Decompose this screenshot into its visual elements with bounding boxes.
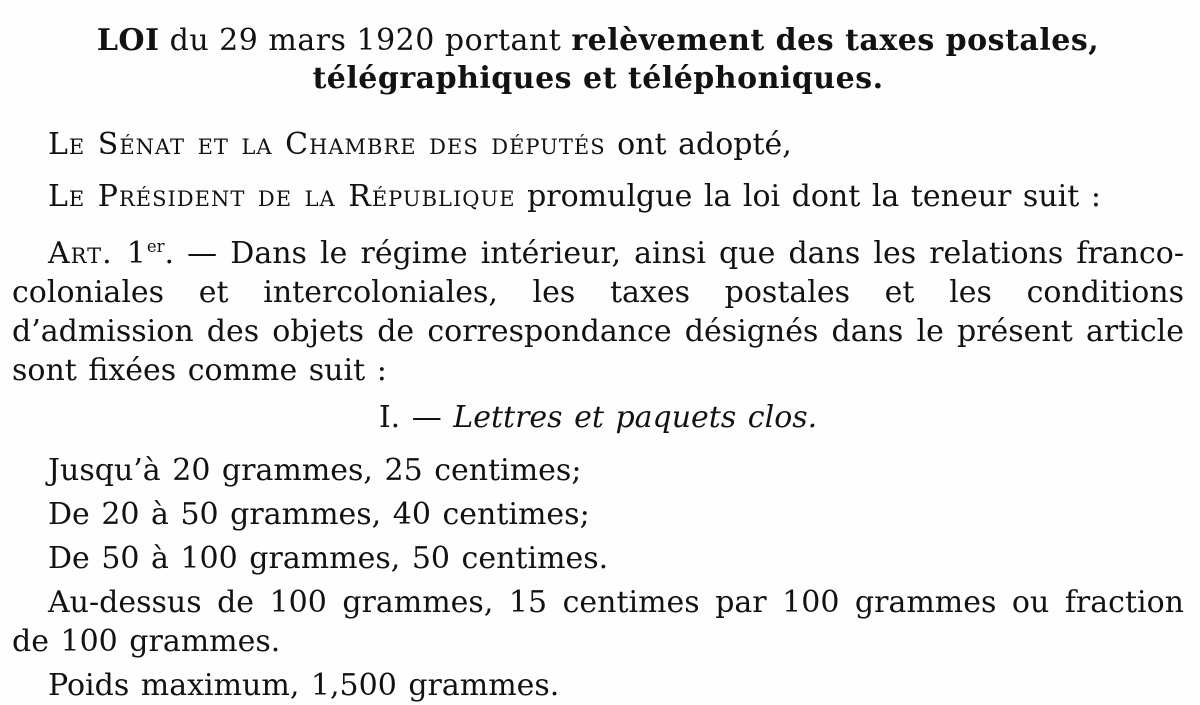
law-title-subject: relèvement des taxes postales, télégraphiques et téléphoniques. xyxy=(312,23,1100,97)
preamble-president-line xyxy=(12,177,1184,216)
preamble-president-rest: promulgue la loi dont la teneur suit : xyxy=(515,178,1101,214)
rate-line-max-weight: Poids maximum, 1,500 grammes. xyxy=(48,667,560,703)
article-1-paragraph xyxy=(12,234,1184,390)
section-heading xyxy=(12,398,1184,437)
preamble-senate-line xyxy=(12,125,1184,164)
rate-line-up-to-20g: Jusqu’à 20 grammes, 25 centimes; xyxy=(48,452,582,488)
rate-line-50-to-100g: De 50 à 100 grammes, 50 centimes. xyxy=(48,540,609,576)
law-title-date: du 29 mars 1920 portant xyxy=(159,23,572,58)
section-numeral: I. — xyxy=(378,399,454,435)
rate-line-over-100g: Au-dessus de 100 grammes, 15 centimes par 100 grammes ou fraction de 100 grammes. xyxy=(12,584,1184,659)
preamble-president-smallcaps: Le Président de la République xyxy=(48,178,516,214)
preamble-senate-rest: ont adopté, xyxy=(605,126,792,162)
article-ordinal: er xyxy=(146,236,165,256)
law-title-keyword: LOI xyxy=(96,23,160,58)
rate-line-20-to-50g: De 20 à 50 grammes, 40 centimes; xyxy=(48,496,590,532)
article-label: Art. 1 xyxy=(48,235,147,271)
preamble-senate-smallcaps: Le Sénat et la Chambre des députés xyxy=(48,126,606,162)
law-title xyxy=(78,22,1118,99)
article-body: . — Dans le régime intérieur, ainsi que dans les relations franco-coloniales et intercoloniales, les taxes postales et les conditions d’admission des objets de correspondance désignés dans le présent article sont fixées comme suit : xyxy=(12,235,1184,388)
section-title: Lettres et paquets clos. xyxy=(453,399,818,435)
